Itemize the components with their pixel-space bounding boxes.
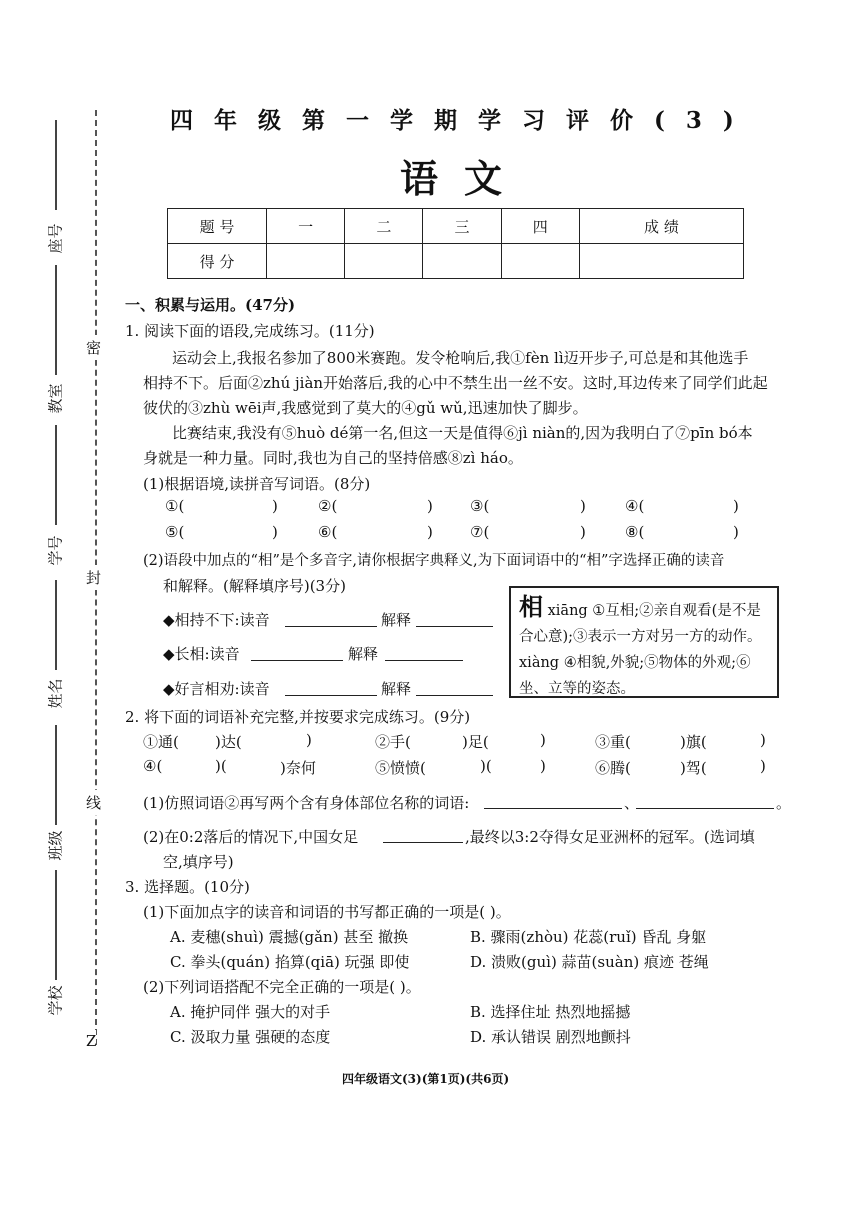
score-input-cell[interactable] <box>267 244 345 279</box>
answer-close: ) <box>427 497 433 515</box>
q3-option[interactable]: C. 拳头(quán) 掐算(qiā) 玩强 即使 <box>170 953 410 971</box>
idiom-part: )( <box>215 757 227 775</box>
q3-option[interactable]: A. 掩护同伴 强大的对手 <box>170 1003 331 1021</box>
answer-open: ⑥( <box>318 523 338 541</box>
idiom-part: )旗( <box>680 733 707 751</box>
q3-option[interactable]: C. 汲取力量 强硬的态度 <box>170 1028 331 1046</box>
side-line-class <box>55 725 57 825</box>
score-input-cell[interactable] <box>579 244 743 279</box>
idiom-part: )足( <box>462 733 489 751</box>
page-title: 四年级第一学期学习评价(3) <box>170 107 755 134</box>
side-line-room <box>55 265 57 375</box>
idiom-part: ②手( <box>375 733 411 751</box>
q2-sub2-a: (2)在0:2落后的情况下,中国女足 <box>143 828 359 846</box>
q3-option[interactable]: A. 麦穗(shuì) 震撼(gǎn) 甚至 撤换 <box>170 928 409 946</box>
answer-close: ) <box>733 523 739 541</box>
dictionary-box <box>509 586 779 698</box>
score-table <box>167 208 744 279</box>
q2-sub1-end: 。 <box>776 794 792 812</box>
answer-open: ③( <box>470 497 490 515</box>
score-input-cell[interactable] <box>423 244 501 279</box>
idiom-part: ) <box>306 731 312 749</box>
pinyin-blank[interactable] <box>285 626 377 627</box>
score-table-score-row <box>168 244 744 279</box>
fold-word-xian: 线 <box>86 790 101 815</box>
idiom-part: ⑥腾( <box>595 759 631 777</box>
answer-open: ④( <box>625 497 645 515</box>
score-cell: 四 <box>501 209 579 244</box>
side-label-class: 班级 <box>46 830 65 861</box>
score-table-header-row <box>168 209 744 244</box>
q1-sub1: (1)根据语境,读拼音写词语。(8分) <box>143 475 371 493</box>
idiom-part: )( <box>480 757 492 775</box>
q3-sub1: (1)下面加点字的读音和词语的书写都正确的一项是( )。 <box>143 903 511 921</box>
dictionary-text-xiang4: xiàng ④相貌,外貌;⑤物体的外观;⑥坐、立等的姿态。 <box>519 655 751 697</box>
score-cell: 二 <box>345 209 423 244</box>
q3-option[interactable]: B. 骤雨(zhòu) 花蕊(ruǐ) 昏乱 身躯 <box>470 928 707 946</box>
expl-blank[interactable] <box>416 695 493 696</box>
section-heading: 一、积累与运用。(47分) <box>125 296 296 314</box>
side-line-id <box>55 425 57 525</box>
fold-word-feng: 封 <box>86 565 101 590</box>
score-cell: 成 绩 <box>579 209 743 244</box>
answer-open: ⑦( <box>470 523 490 541</box>
idiom-part: ①通( <box>143 733 179 751</box>
answer-close: ) <box>272 497 278 515</box>
q3-sub2: (2)下列词语搭配不完全正确的一项是( )。 <box>143 978 421 996</box>
dictionary-text-xiang1: xiāng ①互相;②亲自观看(是不是合心意);③表示一方对另一方的动作。 <box>519 603 762 645</box>
side-label-school: 学校 <box>46 985 65 1016</box>
score-cell: 一 <box>267 209 345 244</box>
answer-close: ) <box>580 523 586 541</box>
word-blank-1[interactable] <box>484 808 622 809</box>
side-line-school <box>55 870 57 980</box>
item-expl: 解释 <box>381 611 412 629</box>
side-label-seat: 座号 <box>46 223 65 254</box>
side-label-name: 姓名 <box>46 678 65 709</box>
answer-close: ) <box>733 497 739 515</box>
item-expl: 解释 <box>381 680 412 698</box>
item-word: ◆好言相劝:读音 <box>163 680 270 698</box>
side-label-id: 学号 <box>46 535 65 566</box>
side-label-room: 教室 <box>46 383 65 414</box>
item-expl: 解释 <box>348 645 379 663</box>
score-cell: 三 <box>423 209 501 244</box>
subject-title: 语文 <box>400 156 529 201</box>
passage-line: 彼伏的③zhù wēi声,我感觉到了莫大的④gǔ wǔ,迅速加快了脚步。 <box>143 399 588 417</box>
question-1-title: 1. 阅读下面的语段,完成练习。(11分) <box>125 322 375 340</box>
passage-line: 比赛结束,我没有⑤huò dé第一名,但这一天是值得⑥jì niàn的,因为我明白了⑦pīn bó本 <box>172 424 753 442</box>
q1-sub2-line1: (2)语段中加点的“相”是个多音字,请你根据字典释义,为下面词语中的“相”字选择正确的读音 <box>143 553 725 569</box>
q3-option[interactable]: B. 选择住址 热烈地摇撼 <box>470 1003 631 1021</box>
side-line-name <box>55 580 57 670</box>
passage-line: 运动会上,我报名参加了800米赛跑。发令枪响后,我①fèn lì迈开步子,可总是和其他选手 <box>172 349 749 367</box>
idiom-part: ) <box>760 757 766 775</box>
q1-sub2-line2: 和解释。(解释填序号)(3分) <box>163 577 346 595</box>
answer-close: ) <box>427 523 433 541</box>
q3-option[interactable]: D. 溃败(guì) 蒜苗(suàn) 痕迹 苍绳 <box>470 953 709 971</box>
answer-open: ⑤( <box>165 523 185 541</box>
idiom-part: ) <box>540 757 546 775</box>
idiom-part: ) <box>540 731 546 749</box>
score-cell: 得 分 <box>168 244 267 279</box>
q2-sub1-sep: 、 <box>624 794 640 812</box>
idiom-part: ④( <box>143 757 163 775</box>
idiom-part: )奈何 <box>280 759 316 777</box>
answer-open: ①( <box>165 497 185 515</box>
idiom-part: )驾( <box>680 759 707 777</box>
question-3-title: 3. 选择题。(10分) <box>125 878 250 896</box>
pinyin-blank[interactable] <box>285 695 377 696</box>
answer-open: ⑧( <box>625 523 645 541</box>
idiom-part: ⑤愤愤( <box>375 759 426 777</box>
q3-option[interactable]: D. 承认错误 剧烈地颤抖 <box>470 1028 631 1046</box>
fold-word-z: Z <box>86 1032 97 1050</box>
answer-close: ) <box>272 523 278 541</box>
side-line-seat <box>55 120 57 210</box>
score-input-cell[interactable] <box>345 244 423 279</box>
idiom-part: )达( <box>215 733 242 751</box>
q2-sub2-b: ,最终以3:2夺得女足亚洲杯的冠军。(选词填 <box>465 828 755 846</box>
item-word: ◆长相:读音 <box>163 645 240 663</box>
q2-sub1: (1)仿照词语②再写两个含有身体部位名称的词语: <box>143 794 470 812</box>
expl-blank[interactable] <box>385 660 463 661</box>
answer-open: ②( <box>318 497 338 515</box>
fold-word-mi: 密 <box>86 335 101 360</box>
word-blank-2[interactable] <box>636 808 774 809</box>
passage-line: 身就是一种力量。同时,我也为自己的坚持倍感⑧zì háo。 <box>143 449 523 467</box>
idiom-part: ) <box>760 731 766 749</box>
idiom-part: ③重( <box>595 733 631 751</box>
page-footer: 四年级语文(3)(第1页)(共6页) <box>342 1072 510 1086</box>
score-cell: 题 号 <box>168 209 267 244</box>
item-word: ◆相持不下:读音 <box>163 611 270 629</box>
question-2-title: 2. 将下面的词语补充完整,并按要求完成练习。(9分) <box>125 708 471 726</box>
dictionary-char: 相 <box>519 592 543 621</box>
passage-line: 相持不下。后面②zhú jiàn开始落后,我的心中不禁生出一丝不安。这时,耳边传来了同学们此起 <box>143 374 768 392</box>
answer-close: ) <box>580 497 586 515</box>
expl-blank[interactable] <box>416 626 493 627</box>
fill-blank[interactable] <box>383 842 463 843</box>
q2-sub2-c: 空,填序号) <box>163 853 234 871</box>
pinyin-blank[interactable] <box>251 660 343 661</box>
score-input-cell[interactable] <box>501 244 579 279</box>
